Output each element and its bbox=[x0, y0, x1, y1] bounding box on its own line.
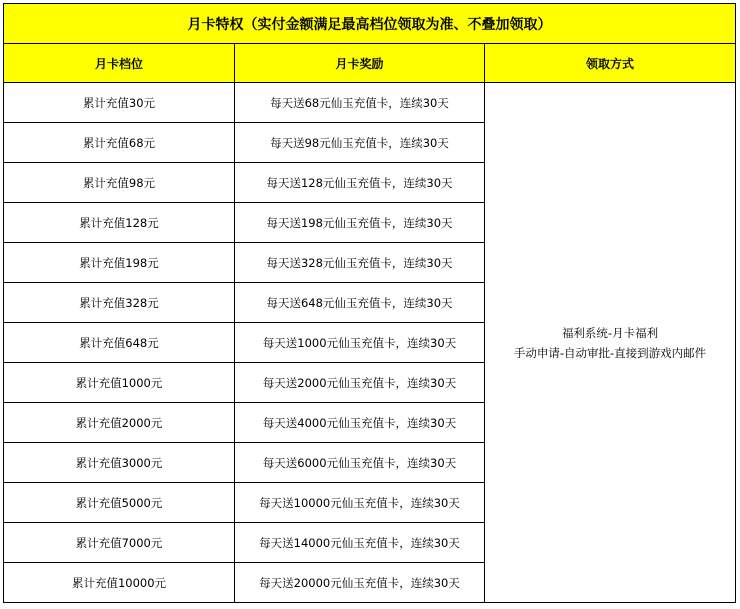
table-row bbox=[4, 83, 736, 123]
reward-cell: 每天送2000元仙玉充值卡，连续30天 bbox=[235, 363, 485, 403]
reward-cell: 每天送4000元仙玉充值卡，连续30天 bbox=[235, 403, 485, 443]
header-row bbox=[4, 44, 736, 83]
reward-cell: 每天送648元仙玉充值卡，连续30天 bbox=[235, 283, 485, 323]
month-card-sheet bbox=[3, 3, 736, 603]
claim-method-path: 福利系统-月卡福利 bbox=[561, 325, 659, 340]
header-tier: 月卡档位 bbox=[4, 44, 235, 83]
reward-cell: 每天送198元仙玉充值卡，连续30天 bbox=[235, 203, 485, 243]
table-title: 月卡特权（实付金额满足最高档位领取为准、不叠加领取） bbox=[4, 4, 736, 44]
tier-cell: 累计充值7000元 bbox=[4, 523, 235, 563]
tier-cell: 累计充值10000元 bbox=[4, 563, 235, 603]
reward-cell: 每天送10000元仙玉充值卡，连续30天 bbox=[235, 483, 485, 523]
tier-cell: 累计充值1000元 bbox=[4, 363, 235, 403]
claim-method-cell bbox=[485, 83, 736, 603]
tier-cell: 累计充值2000元 bbox=[4, 403, 235, 443]
tier-cell: 累计充值98元 bbox=[4, 163, 235, 203]
reward-cell: 每天送1000元仙玉充值卡，连续30天 bbox=[235, 323, 485, 363]
tier-cell: 累计充值68元 bbox=[4, 123, 235, 163]
tier-cell: 累计充值198元 bbox=[4, 243, 235, 283]
reward-cell: 每天送68元仙玉充值卡，连续30天 bbox=[235, 83, 485, 123]
month-card-table bbox=[3, 3, 736, 603]
reward-cell: 每天送98元仙玉充值卡，连续30天 bbox=[235, 123, 485, 163]
header-method: 领取方式 bbox=[485, 44, 736, 83]
tier-cell: 累计充值5000元 bbox=[4, 483, 235, 523]
claim-method-process: 手动申请-自动审批-直接到游戏内邮件 bbox=[513, 345, 707, 360]
reward-cell: 每天送328元仙玉充值卡，连续30天 bbox=[235, 243, 485, 283]
tier-cell: 累计充值648元 bbox=[4, 323, 235, 363]
reward-cell: 每天送6000元仙玉充值卡，连续30天 bbox=[235, 443, 485, 483]
title-row bbox=[4, 4, 736, 44]
reward-cell: 每天送20000元仙玉充值卡，连续30天 bbox=[235, 563, 485, 603]
reward-cell: 每天送14000元仙玉充值卡，连续30天 bbox=[235, 523, 485, 563]
tier-cell: 累计充值30元 bbox=[4, 83, 235, 123]
tier-cell: 累计充值128元 bbox=[4, 203, 235, 243]
tier-cell: 累计充值3000元 bbox=[4, 443, 235, 483]
tier-cell: 累计充值328元 bbox=[4, 283, 235, 323]
reward-cell: 每天送128元仙玉充值卡，连续30天 bbox=[235, 163, 485, 203]
header-reward: 月卡奖励 bbox=[235, 44, 485, 83]
